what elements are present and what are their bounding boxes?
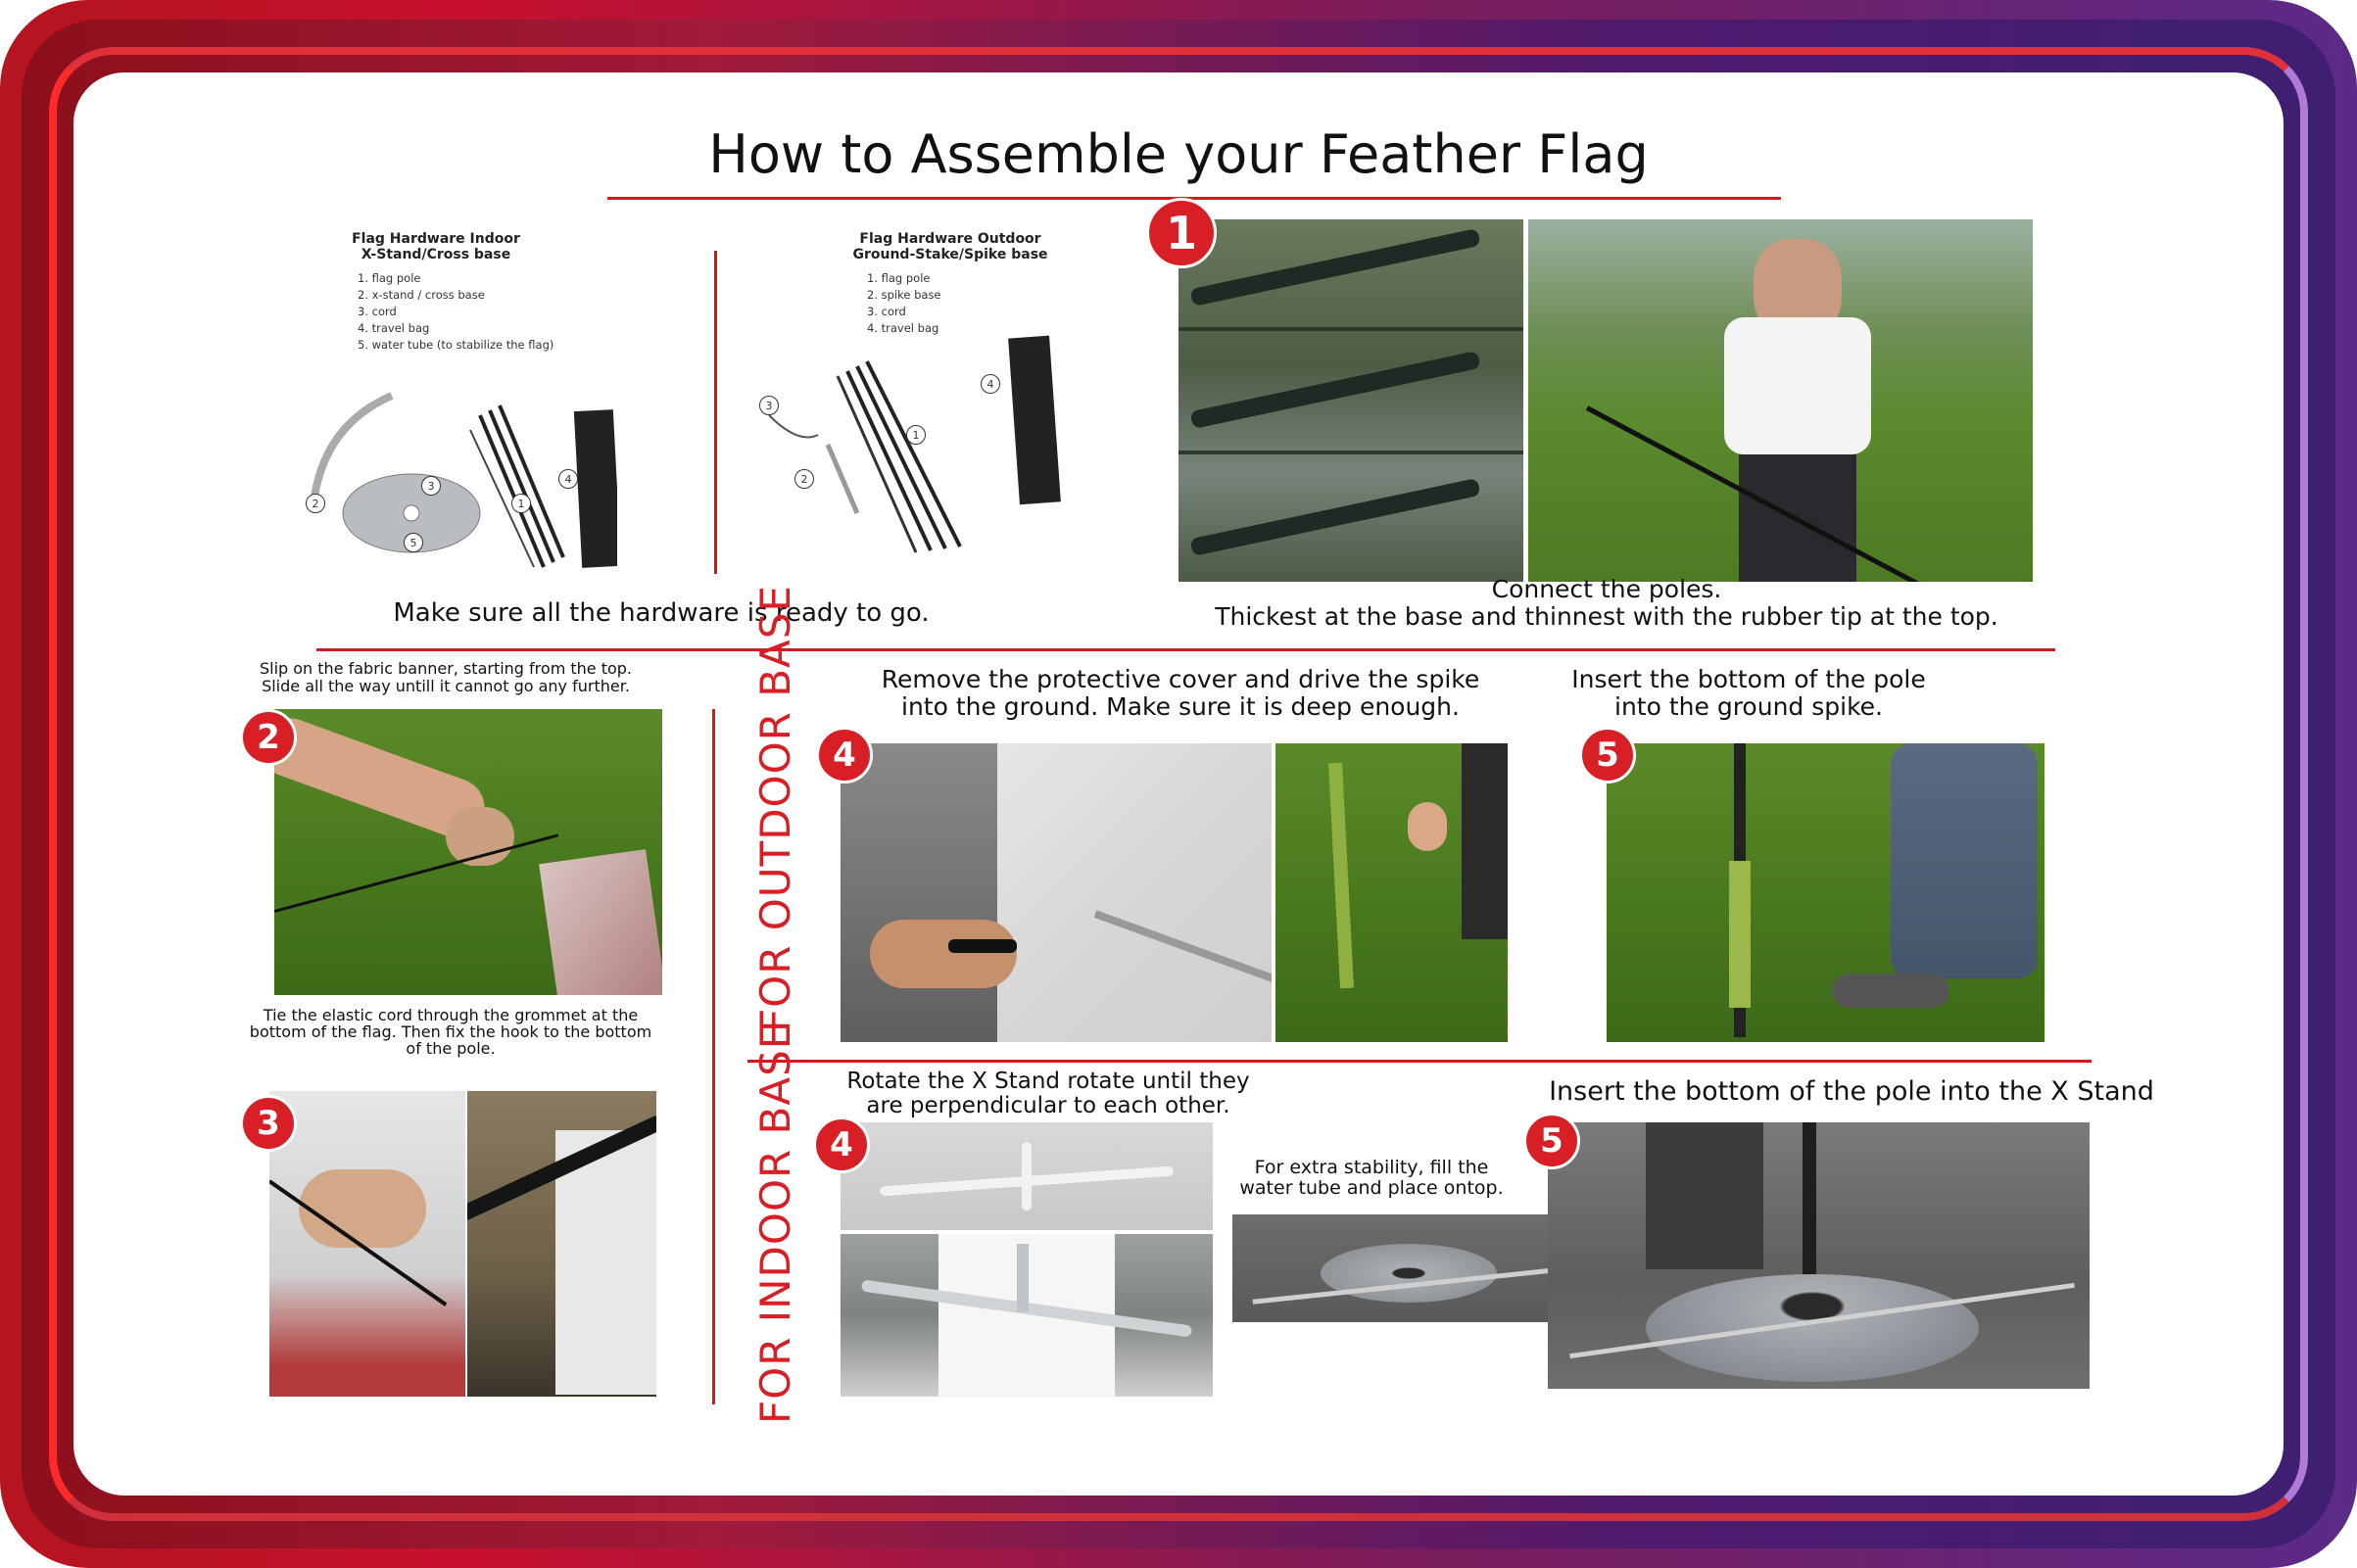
indoor-step4-photo-rotate [841,1234,1213,1397]
outdoor-indoor-divider [747,1060,2092,1063]
diagram-number: 1 [511,494,531,513]
step1-caption [1136,576,2077,630]
indoor-extra-caption-line2: water tube and place ontop. [1239,1176,1504,1199]
list-item: 1. flag pole [358,271,421,286]
step3-caption [220,1008,681,1057]
outdoor-step5-caption [1553,666,1945,720]
indoor-step4-photo-stand [841,1122,1213,1230]
list-item: 1. flag pole [867,271,931,286]
hardware-outdoor-title-line1: Flag Hardware Outdoor [859,231,1041,247]
instruction-sheet [73,72,2284,1496]
hardware-indoor-list [358,270,583,354]
step3-caption-line3: of the pole. [406,1038,496,1058]
step1-caption-line1: Connect the poles. [1491,575,1722,603]
list-item: 3. cord [358,305,397,319]
diagram-number: 3 [759,396,779,415]
step1-photo-man [1528,219,2033,582]
outdoor-step5-photo [1607,743,2044,1042]
step3-caption-line2: bottom of the flag. Then fix the hook to the bottom [249,1022,652,1041]
hardware-indoor-title-line2: X-Stand/Cross base [361,247,511,263]
indoor-step4-caption [803,1069,1293,1119]
diagram-number: 2 [794,469,814,489]
step3-caption-line1: Tie the elastic cord through the grommet at the [263,1006,639,1024]
outdoor-step5-badge: 5 [1579,727,1636,784]
vertical-divider [712,709,715,1404]
step2-caption-line1: Slip on the fabric banner, starting from the top. [259,659,633,678]
indoor-step5-photo [1548,1122,2090,1389]
page-title: How to Assemble your Feather Flag [708,123,1649,185]
outdoor-step4-caption-line1: Remove the protective cover and drive the spike [881,665,1480,693]
step2-photo [274,709,662,995]
hardware-outdoor-diagram [749,317,1102,572]
outdoor-step4-photo-cover [841,743,1272,1042]
diagram-number: 4 [558,469,578,489]
indoor-step5-badge: 5 [1523,1113,1580,1169]
hardware-outdoor-title-line2: Ground-Stake/Spike base [852,247,1048,263]
list-item: 3. cord [867,305,906,319]
step2-caption [230,660,661,694]
section-divider [316,648,2055,651]
step1-photo-closeup [1178,219,1523,582]
diagram-number: 3 [421,476,441,496]
step1-badge: 1 [1146,198,1217,268]
step1-caption-line2: Thickest at the base and thinnest with the rubber tip at the top. [1215,601,1998,631]
hardware-outdoor-title [803,231,1097,262]
step3-photo-right [467,1091,656,1397]
outdoor-label: FOR OUTDOOR BASE [751,585,799,1032]
list-item: 2. x-stand / cross base [358,288,485,303]
hardware-divider [714,251,717,574]
indoor-extra-caption-line1: For extra stability, fill the [1254,1157,1489,1178]
hardware-indoor-diagram [284,356,617,572]
hardware-indoor-title [289,231,583,262]
indoor-extra-caption [1220,1158,1523,1199]
diagram-number: 1 [906,425,926,445]
indoor-step4-caption-line2: are perpendicular to each other. [866,1093,1230,1119]
outdoor-step4-caption-line2: into the ground. Make sure it is deep enough. [901,691,1460,721]
indoor-step4-badge: 4 [813,1117,870,1173]
outdoor-step4-caption [818,666,1543,720]
indoor-step4-caption-line1: Rotate the X Stand rotate until they [846,1069,1250,1094]
indoor-extra-photo [1232,1214,1585,1322]
hardware-caption: Make sure all the hardware is ready to go. [393,598,930,628]
outdoor-step4-photo-spike [1275,743,1508,1042]
list-item: 4. travel bag [358,321,430,336]
hardware-indoor [289,231,583,354]
list-item: 5. water tube (to stabilize the flag) [358,338,554,353]
diagram-number: 2 [306,494,325,513]
list-item: 2. spike base [867,288,941,303]
step3-badge: 3 [240,1095,297,1152]
outdoor-step5-caption-line1: Insert the bottom of the pole [1571,665,1926,693]
outdoor-step4-badge: 4 [816,727,873,784]
indoor-step5-caption: Insert the bottom of the pole into the X Stand [1549,1076,2154,1107]
step2-badge: 2 [240,709,297,766]
diagram-number: 4 [981,374,1000,394]
hardware-indoor-title-line1: Flag Hardware Indoor [352,231,520,247]
step2-caption-line2: Slide all the way untill it cannot go any further. [262,676,630,695]
outdoor-step5-caption-line2: into the ground spike. [1614,691,1883,721]
diagram-number: 5 [404,533,423,552]
list-item: 4. travel bag [867,321,939,336]
indoor-label: FOR INDOOR BASE [751,1022,799,1424]
step3-photo-left [269,1091,465,1397]
